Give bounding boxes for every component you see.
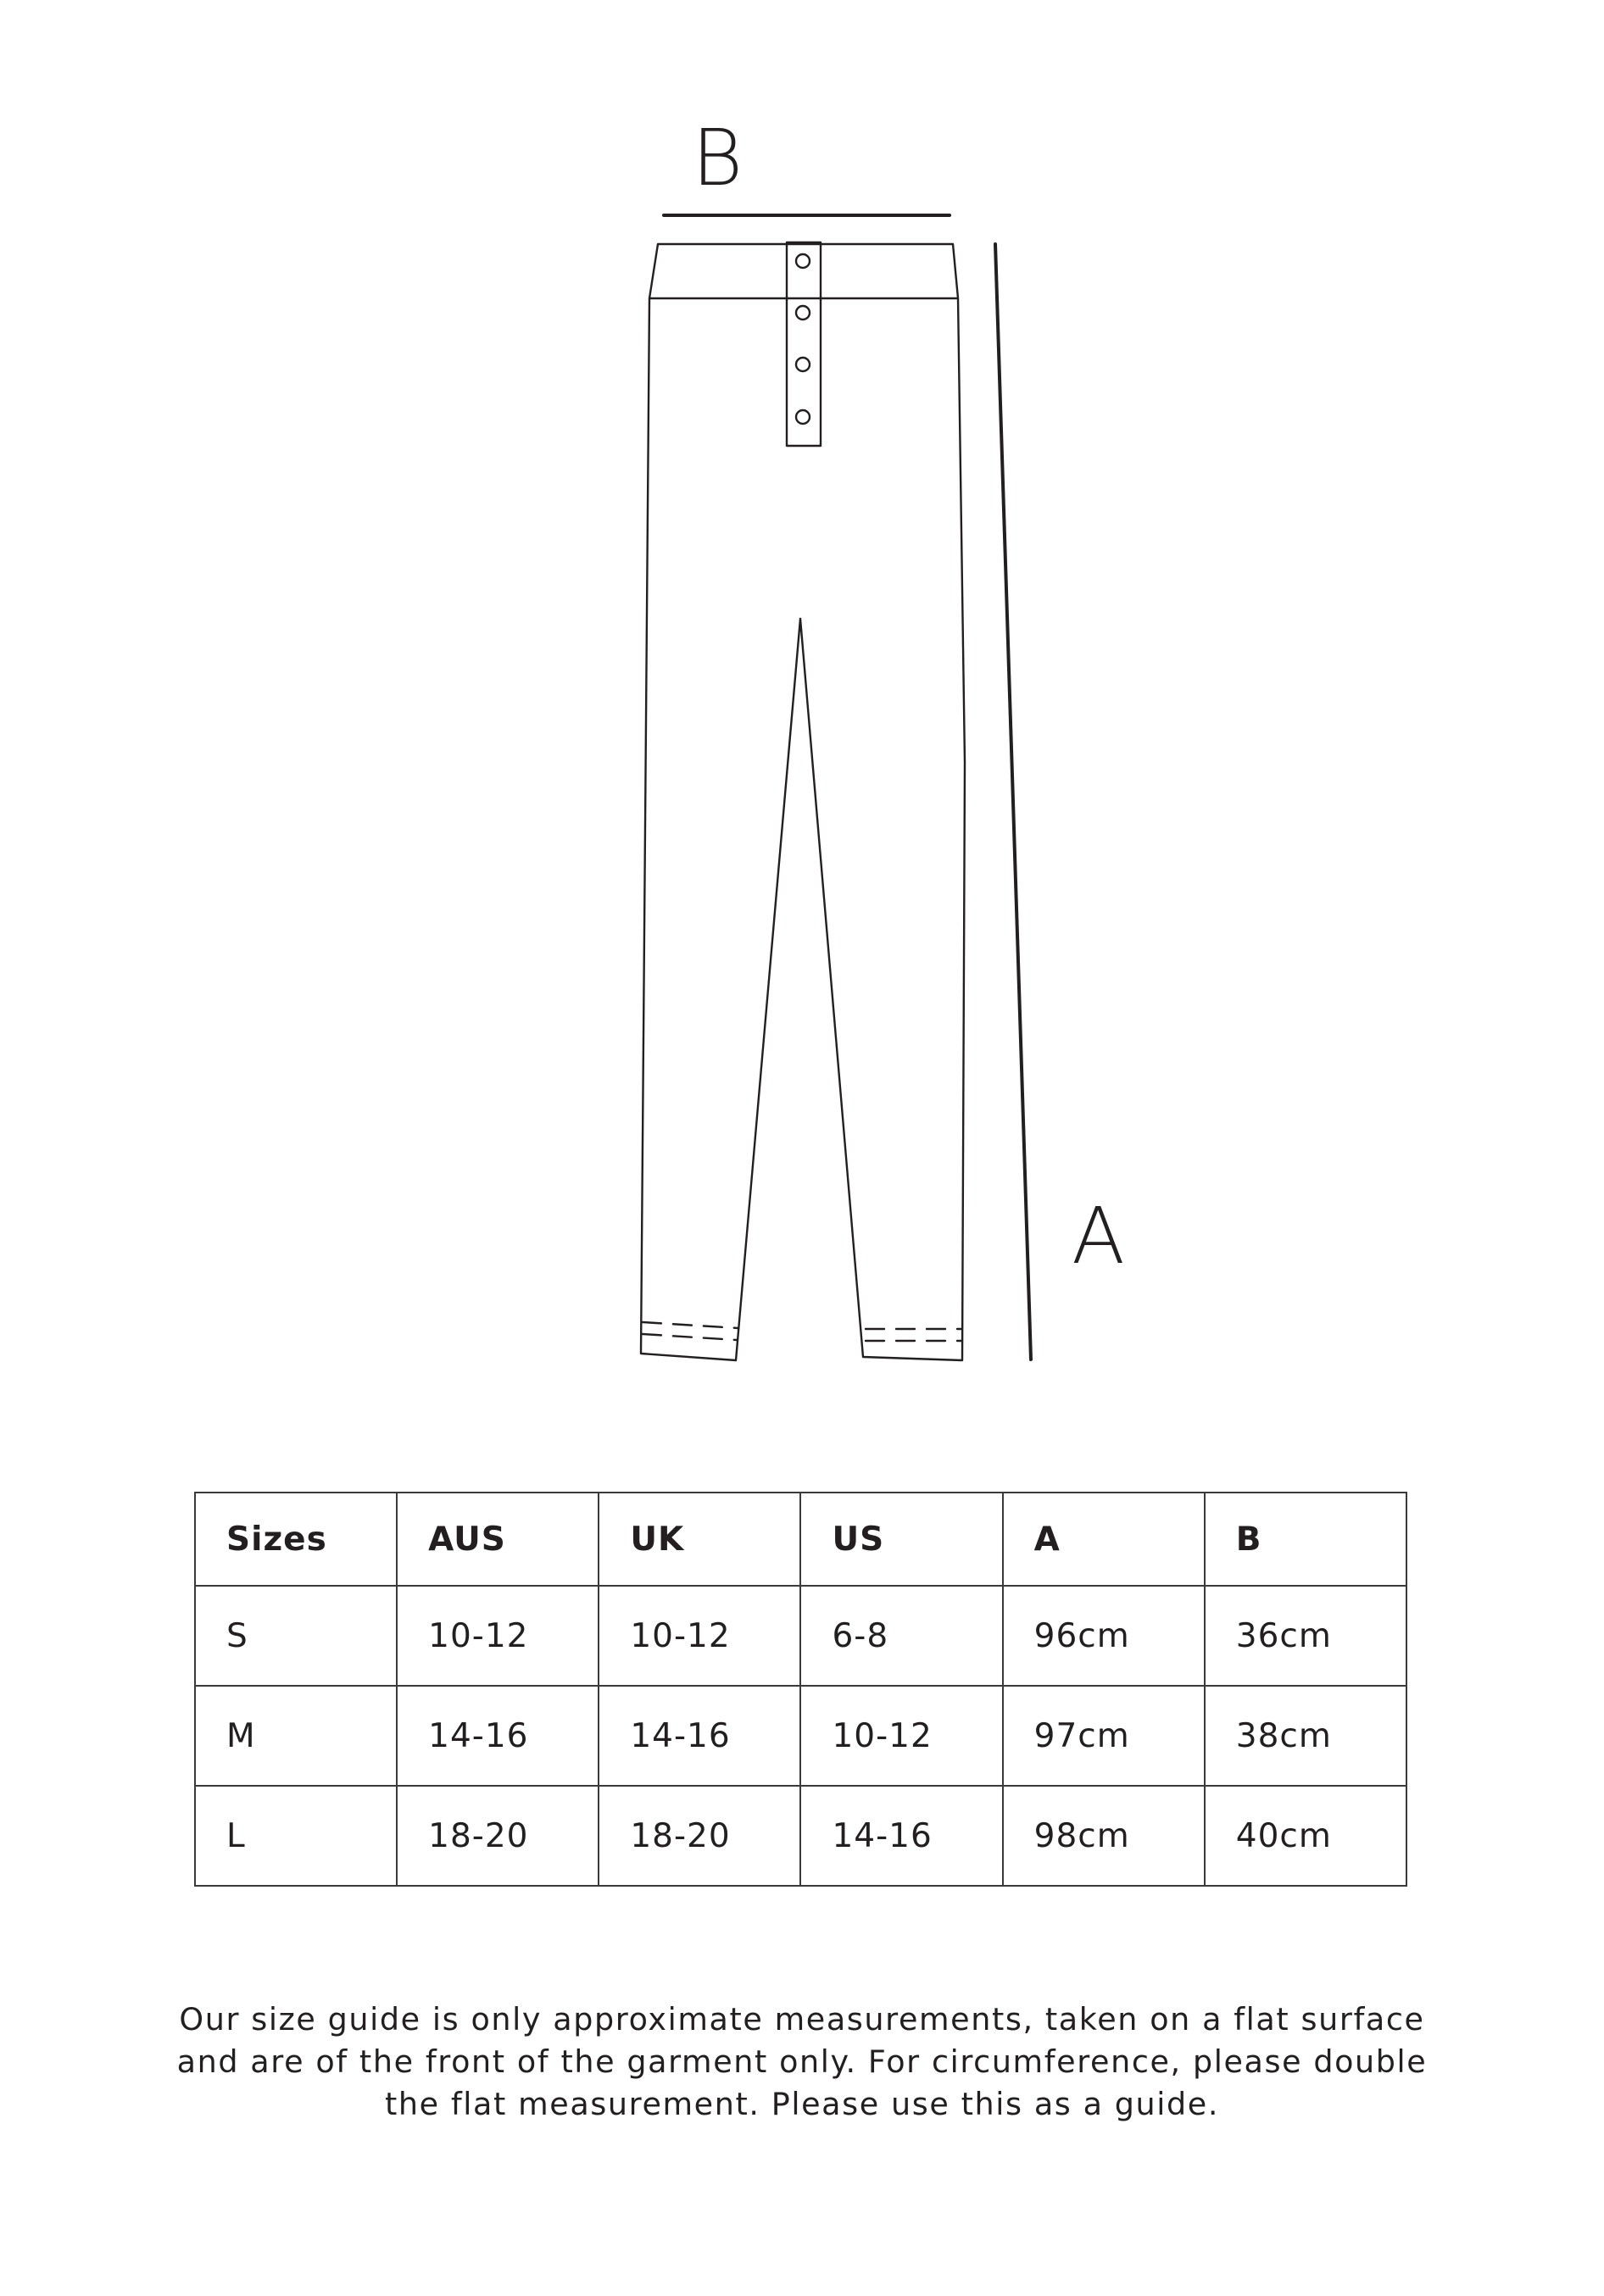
table-cell: 18-20 [599,1786,800,1886]
table-cell: 6-8 [800,1586,1002,1686]
column-header: Sizes [195,1493,397,1586]
garment-outline [641,298,965,1360]
column-header: UK [599,1493,800,1586]
size-table [194,1492,1407,1887]
column-header: US [800,1493,1002,1586]
button-icon [796,358,810,371]
table-cell: 38cm [1205,1686,1406,1786]
button-icon [796,306,810,320]
table-cell: 98cm [1003,1786,1205,1886]
table-cell: S [195,1586,397,1686]
waistband [649,244,958,298]
measure-line-a [995,244,1031,1359]
note-line: Our size guide is only approximate measurements, taken on a flat surface [179,2001,1425,2037]
table-cell: 18-20 [397,1786,599,1886]
table-cell: L [195,1786,397,1886]
dimension-label-a: A [1072,1191,1125,1281]
table-cell: 40cm [1205,1786,1406,1886]
table-cell: 14-16 [397,1686,599,1786]
button-icon [796,410,810,424]
table-row [195,1786,1406,1886]
table-cell: 10-12 [397,1586,599,1686]
table-cell: 14-16 [800,1786,1002,1886]
size-guide-note [127,1999,1477,2126]
column-header: B [1205,1493,1406,1586]
note-line: the flat measurement. Please use this as a guide. [384,2086,1220,2122]
table-header-row [195,1493,1406,1586]
table-cell: 36cm [1205,1586,1406,1686]
table-cell: 96cm [1003,1586,1205,1686]
table-row [195,1586,1406,1686]
table-row [195,1686,1406,1786]
table-cell: 10-12 [599,1586,800,1686]
button-icon [796,254,810,268]
note-line: and are of the front of the garment only. For circumference, please double [176,2043,1428,2080]
button-placket [787,242,821,446]
table-cell: 10-12 [800,1686,1002,1786]
column-header: AUS [397,1493,599,1586]
table-cell: M [195,1686,397,1786]
column-header: A [1003,1493,1205,1586]
table-cell: 97cm [1003,1686,1205,1786]
cuff-stitching [643,1322,738,1340]
table-cell: 14-16 [599,1686,800,1786]
cuff-stitching [866,1329,962,1341]
dimension-label-b: B [692,113,744,203]
